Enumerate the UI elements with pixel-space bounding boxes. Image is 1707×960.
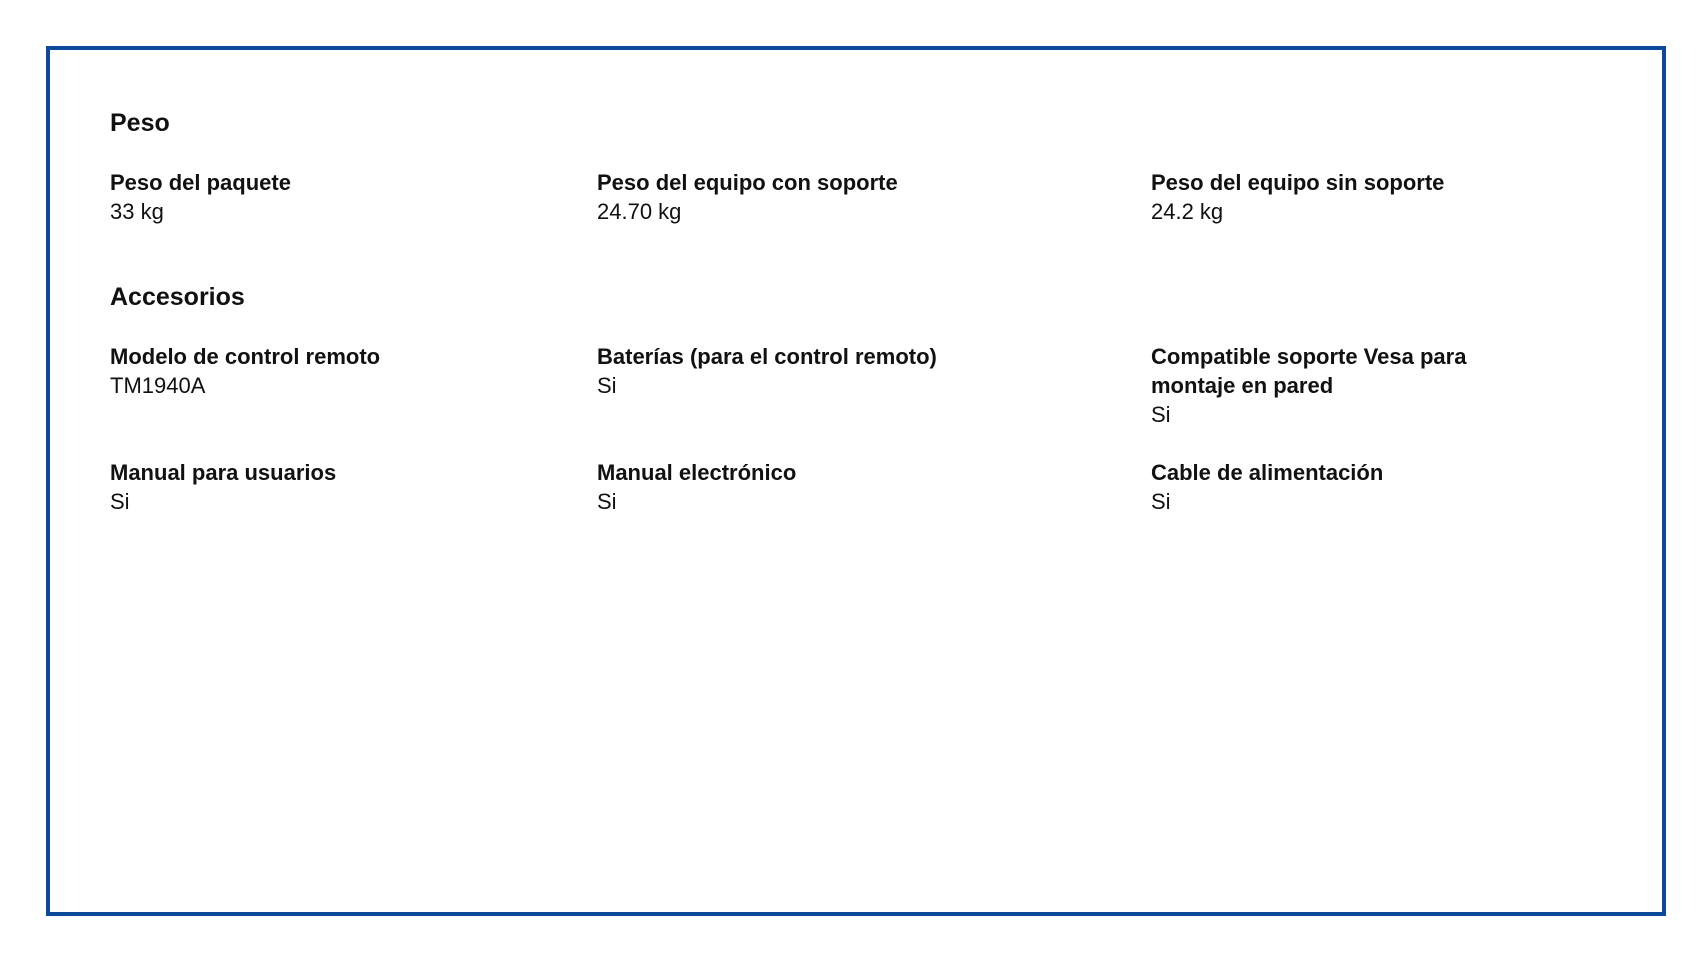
spec-user-manual	[110, 458, 510, 516]
spec-remote-model	[110, 342, 510, 400]
spec-label: Manual electrónico	[597, 460, 797, 485]
spec-row	[110, 342, 1602, 458]
spec-value: 24.2 kg	[1151, 199, 1224, 224]
spec-value: Si	[597, 489, 617, 514]
spec-power-cable	[1151, 458, 1551, 516]
spec-e-manual	[597, 458, 997, 516]
section-title-accessories: Accesorios	[110, 283, 245, 311]
spec-weight-with-stand	[597, 168, 997, 226]
spec-label-line-2: montaje en pared	[1151, 373, 1334, 398]
spec-row	[110, 458, 1602, 518]
section-accessories	[110, 282, 1602, 518]
spec-package-weight	[110, 168, 510, 226]
spec-value: TM1940A	[110, 373, 206, 398]
spec-vesa-wall-mount	[1151, 342, 1551, 429]
spec-value: Si	[597, 373, 617, 398]
spec-value: 33 kg	[110, 199, 164, 224]
spec-label: Peso del paquete	[110, 170, 291, 195]
spec-panel	[46, 46, 1666, 916]
spec-label-line-1: Compatible soporte Vesa para	[1151, 344, 1467, 369]
spec-value: Si	[1151, 402, 1171, 427]
spec-remote-batteries	[597, 342, 997, 400]
spec-label: Modelo de control remoto	[110, 344, 381, 369]
spec-label: Baterías (para el control remoto)	[597, 344, 937, 369]
spec-label: Manual para usuarios	[110, 460, 337, 485]
spec-label: Peso del equipo sin soporte	[1151, 170, 1445, 195]
section-weight	[110, 108, 1602, 228]
spec-value: 24.70 kg	[597, 199, 682, 224]
spec-value: Si	[110, 489, 130, 514]
spec-row	[110, 168, 1602, 228]
spec-label: Peso del equipo con soporte	[597, 170, 898, 195]
spec-weight-without-stand	[1151, 168, 1551, 226]
spec-value: Si	[1151, 489, 1171, 514]
section-title-weight: Peso	[110, 109, 170, 137]
spec-label: Cable de alimentación	[1151, 460, 1384, 485]
